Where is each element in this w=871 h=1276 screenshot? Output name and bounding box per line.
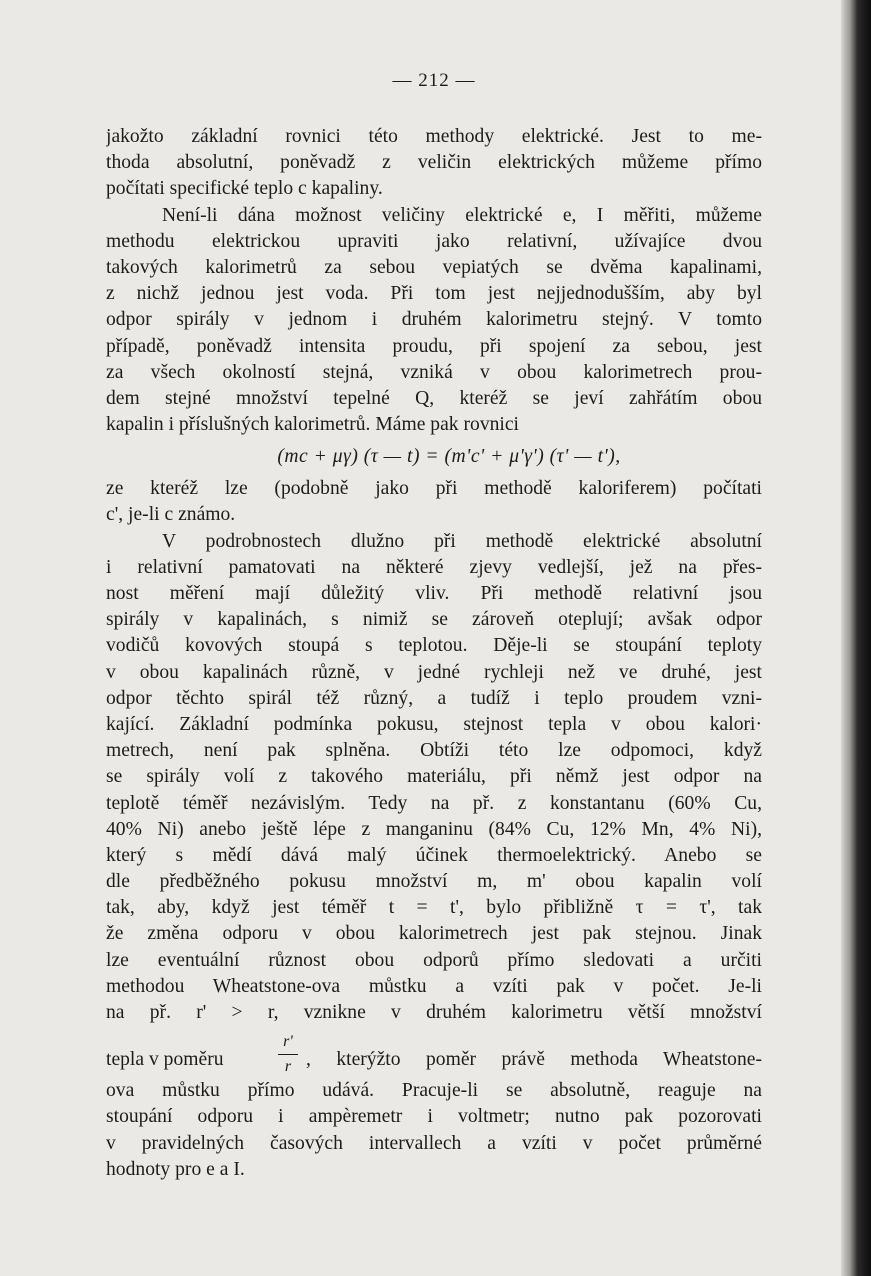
text-line: vodičů kovových stoupá s teplotou. Děje-li se stoupání teploty (106, 635, 762, 657)
text-line: případě, poněvadž intensita proudu, při spojení za sebou, jest (106, 335, 762, 357)
text-line: hodnoty pro e a I. (106, 1158, 245, 1180)
text-line: ze kteréž lze (podobně jako při methodě kaloriferem) počítati (106, 478, 762, 500)
text-line: thoda absolutní, poněvadž z veličin elektrických můžeme přímo (106, 152, 762, 174)
text-line: na př. r' > r, vznikne v druhém kalorimetru větší množství (106, 1002, 762, 1023)
text-line: v obou kapalinách různě, v jedné rychleji než ve druhé, jest (106, 661, 762, 683)
text-line: metrech, není pak splněna. Obtíži této lze odpomoci, když (106, 740, 762, 762)
text-line: methodou Wheatstone-ova můstku a vzíti pak v počet. Je-li (106, 975, 762, 997)
fraction-denominator: r (284, 1058, 292, 1076)
text-line: že změna odporu v obou kalorimetrech jest pak stejnou. Jinak (106, 923, 762, 945)
body-text (106, 124, 762, 1183)
text-line: nost měření mají důležitý vliv. Při methodě relativní jsou (106, 583, 762, 604)
text-line: c', je-li c známo. (106, 504, 236, 526)
text-line: V podrobnostech dlužno při methodě elektrické absolutní (162, 530, 762, 552)
text-line: za všech okolností stejná, vzniká v obou kalorimetrech prou- (106, 361, 762, 383)
text-line: stoupání odporu i ampèremetr i voltmetr; nutno pak pozorovati (106, 1106, 762, 1128)
text-line: methodu elektrickou upraviti jako relativní, užívajíce dvou (106, 230, 762, 252)
text-line: dle předběžného pokusu množství m, m' obou kapalin volí (106, 871, 762, 893)
text-line: dem stejné množství tepelné Q, kteréž se jeví zahřátím obou (106, 387, 762, 409)
text-line: takových kalorimetrů za sebou vepiatých se dvěma kapalinami, (106, 256, 762, 278)
fraction-line-prefix: tepla v poměru (106, 1049, 224, 1071)
text-line: Není-li dána možnost veličiny elektrické e, I měřiti, můžeme (162, 204, 762, 226)
text-line: kající. Základní podmínka pokusu, stejnost tepla v obou kalori· (106, 713, 762, 735)
text-line: lze eventuální různost obou odporů přímo sledovati a určiti (106, 949, 762, 971)
text-line: 40% Ni) anebo ještě lépe z manganinu (84% Cu, 12% Mn, 4% Ni), (106, 818, 762, 840)
fraction-line-suffix: , kterýžto poměr právě methoda Wheatstone- (306, 1049, 762, 1071)
text-line: odpor spirály v jednom i druhém kalorimetru stejný. V tomto (106, 309, 762, 331)
text-line: i relativní pamatovati na některé zjevy vedlejší, jež na přes- (106, 556, 762, 578)
text-line: se spirály volí z takového materiálu, při němž jest odpor na (106, 766, 762, 788)
text-line: spirály v kapalinách, s nimiž se zároveň oteplují; avšak odpor (106, 609, 762, 631)
text-line: jakožto základní rovnici této methody elektrické. Jest to me- (106, 126, 762, 147)
text-line: kapalin i příslušných kalorimetrů. Máme pak rovnici (106, 414, 519, 436)
fraction-line (106, 1026, 762, 1078)
text-line: který s mědí dává malý účinek thermoelektrický. Anebo se (106, 844, 762, 866)
fraction (278, 1034, 298, 1075)
fraction-numerator: r' (283, 1033, 293, 1051)
text-line: z nichž jednou jest voda. Při tom jest nejjednodušším, aby byl (106, 283, 762, 305)
text-line: teplotě téměř nezávislým. Tedy na př. z konstantanu (60% Cu, (106, 792, 762, 814)
text-line: odpor těchto spirál též různý, a tudíž i teplo proudem vzni- (106, 687, 762, 709)
page-number: — 212 — (392, 70, 476, 91)
text-line: ova můstku přímo udává. Pracuje-li se absolutně, reaguje na (106, 1080, 762, 1102)
scan-edge (841, 0, 871, 1276)
text-line: počítati specifické teplo c kapaliny. (106, 178, 383, 200)
fraction-bar (278, 1054, 298, 1055)
equation: (mc + μγ) (τ — t) = (m'c' + μ'γ') (τ' — t'), (277, 446, 621, 468)
text-line: tak, aby, když jest téměř t = t', bylo přibližně τ = τ', tak (106, 897, 762, 919)
text-line: v pravidelných časových intervallech a vzíti v počet průměrné (106, 1132, 762, 1154)
